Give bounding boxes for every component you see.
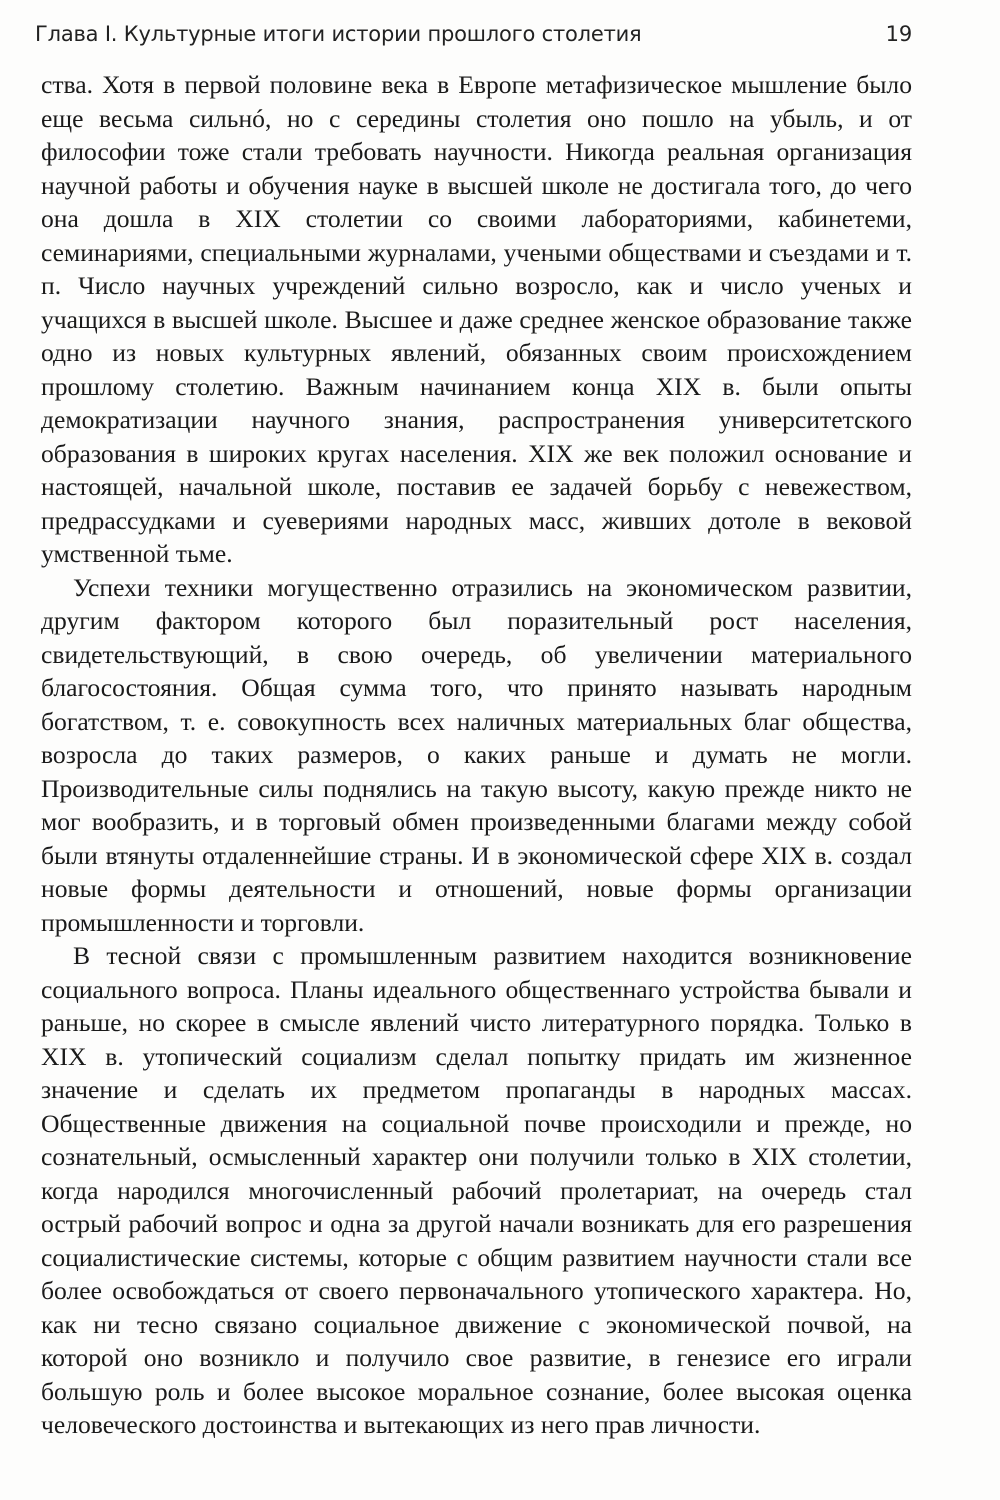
paragraph-2: Успехи техники могущественно отразились на экономическом развитии, другим фактором которого был поразительный рост населения, свидетельствующий, в свою очередь, об увеличении материального благосостояния. Общая сумма того, что принято называть народным богатством, т. е. совокупность всех наличных материальных благ общества, возросла до таких размеров, о каких раньше и думать не могли. Производительные силы поднялись на такую высоту, какую прежде никто не мог вообразить, и в торговый обмен произведенными благами между собой были втянуты отдаленнейшие страны. И в экономической сфере XIX в. создал новые формы деятельности и отношений, новые формы организации промышленности и торговли. [41, 572, 912, 937]
chapter-title: Глава I. Культурные итоги истории прошлого столетия [35, 22, 642, 46]
body-text [41, 68, 912, 1442]
paragraph-1: ства. Хотя в первой половине века в Европе метафизическое мышление было еще весьма сильнó, но с середины столетия оно пошло на убыль, и от философии тоже стали требовать научности. Никогда реальная организация научной работы и обучения науке в высшей школе не достигала того, до чего она дошла в XIX столетии со своими лабораториями, кабинетеми, семинариями, специальными журналами, учеными обществами и съездами и т. п. Число научных учреждений сильно возросло, как и число ученых и учащихся в высшей школе. Высшее и даже среднее женское образование также одно из новых культурных явлений, обязанных своим происхождением прошлому столетию. Важным начинанием конца XIX в. были опыты демократизации научного знания, распространения университетского образования в широких кругах населения. XIX же век положил основание и настоящей, начальной школе, поставив ее задачей борьбу с невежеством, предрассудками и суевериями народных масс, живших дотоле в вековой умственной тьме. [41, 70, 912, 568]
page-number: 19 [885, 22, 912, 46]
paragraph-3: В тесной связи с промышленным развитием находится возникновение социального вопроса. Планы идеального общественнаго устройства бывали и раньше, но скорее в смысле явлений чисто литературного порядка. Только в XIX в. утопический социализм сделал попытку придать им жизненное значение и сделать их предметом пропаганды в народных массах. Общественные движения на социальной почве происходили и прежде, но сознательный, осмысленный характер они получили только в XIX столетии, когда народился многочисленный рабочий пролетариат, на очередь стал острый рабочий вопрос и одна за другой начали возникать для его разрешения социалистические системы, которые с общим развитием научности стали все более освобождаться от своего первоначального утопического характера. Но, как ни тесно связано социальное движение с экономической почвой, на которой оно возникло и получило свое развитие, в генезисе его играли большую роль и более высокое моральное сознание, более высокая оценка человеческого достоинства и вытекающих из него прав личности. [41, 941, 912, 1439]
running-header [35, 22, 912, 56]
